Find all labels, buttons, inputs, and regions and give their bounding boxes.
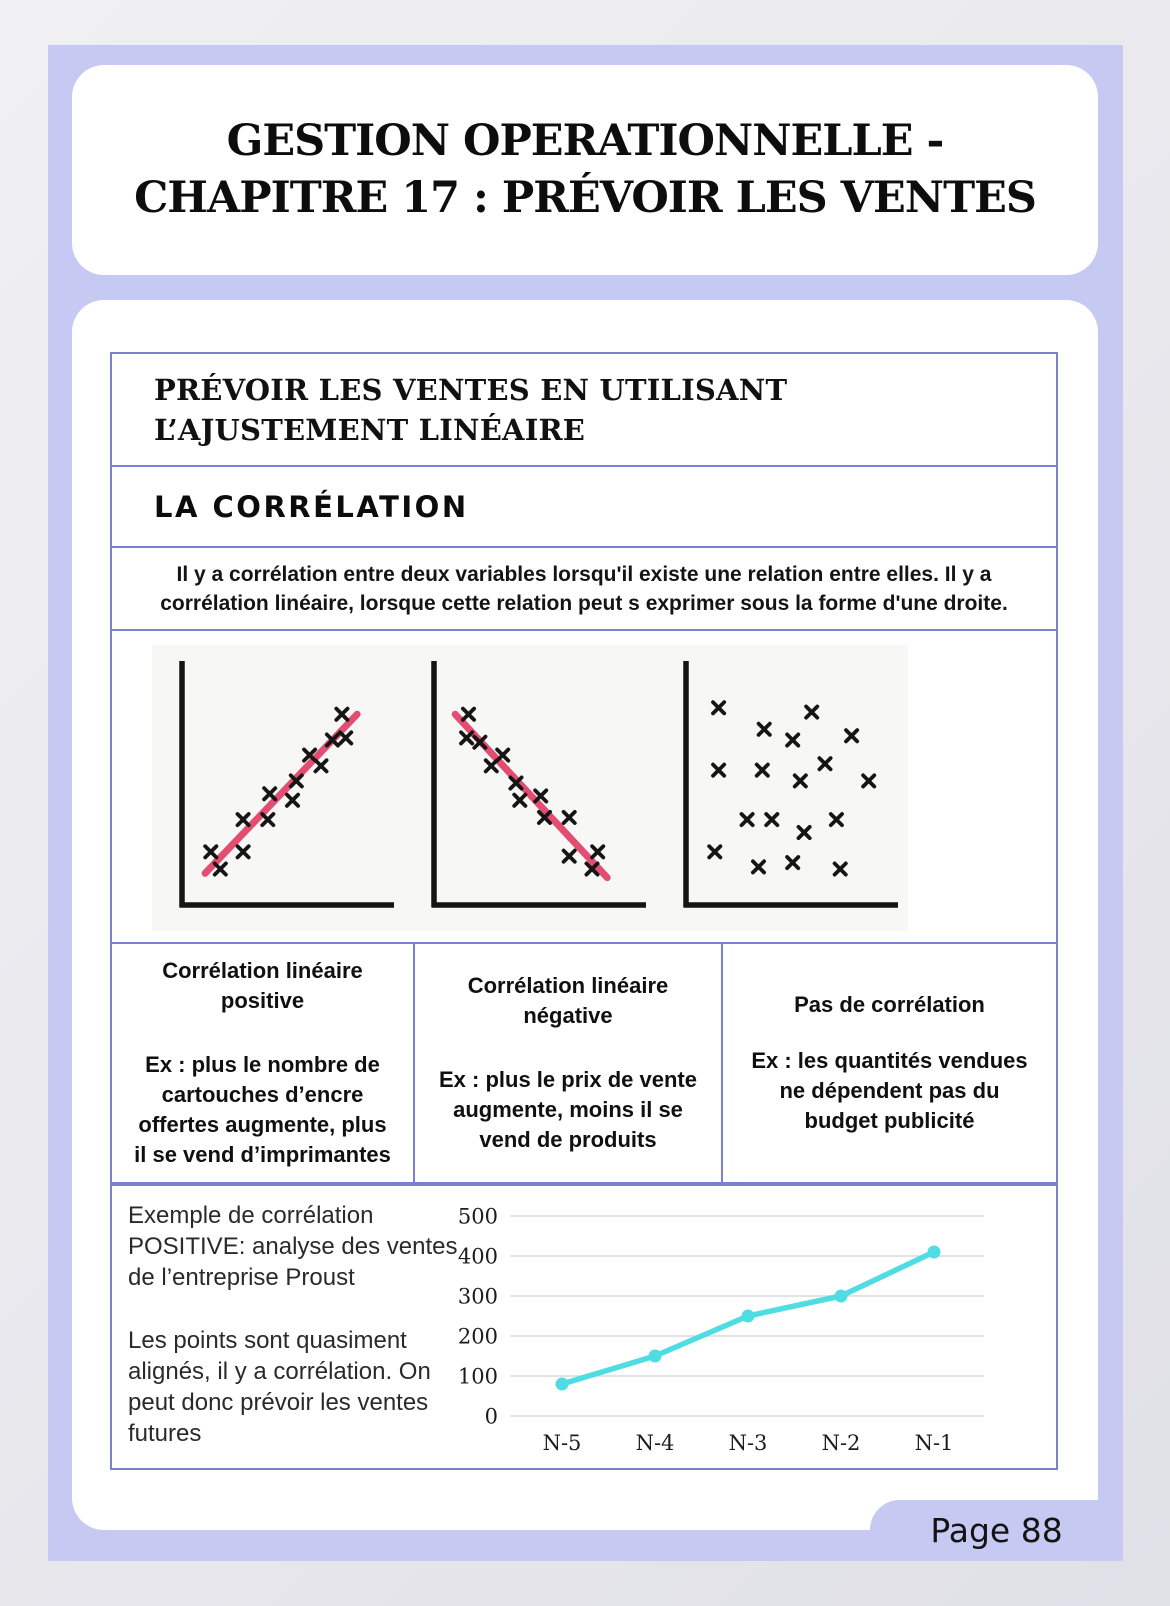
title-card bbox=[72, 65, 1098, 275]
svg-text:N-1: N-1 bbox=[914, 1431, 954, 1455]
column-negative-correlation bbox=[413, 942, 723, 1184]
column-example: Ex : les quantités vendues ne dépendent pas du budget publicité bbox=[751, 1048, 1028, 1133]
example-description bbox=[128, 1200, 464, 1449]
svg-text:N-3: N-3 bbox=[728, 1431, 768, 1455]
sales-line-chart bbox=[452, 1190, 1032, 1462]
example-text-2: Les points sont quasiment alignés, il y a corrélation. On peut donc prévoir les ventes futures bbox=[128, 1327, 431, 1447]
svg-text:100: 100 bbox=[457, 1364, 498, 1389]
page-title-line-2: CHAPITRE 17 : PRÉVOIR LES VENTES bbox=[134, 173, 1036, 223]
column-example: Ex : plus le prix de vente augmente, moins il se vend de produits bbox=[439, 1067, 697, 1152]
purple-panel bbox=[48, 45, 1123, 1561]
svg-text:N-5: N-5 bbox=[542, 1431, 582, 1455]
svg-text:300: 300 bbox=[457, 1284, 498, 1309]
section-heading: PRÉVOIR LES VENTES EN UTILISANT L’AJUSTEMENT LINÉAIRE bbox=[154, 372, 788, 447]
svg-text:N-2: N-2 bbox=[821, 1431, 861, 1455]
page-title bbox=[134, 113, 1036, 227]
subheading-box bbox=[110, 465, 1058, 548]
scatter-plot-negative bbox=[404, 645, 656, 931]
intro-text: Il y a corrélation entre deux variables lorsqu'il existe une relation entre elles. Il y a corrélation linéaire, lorsque cette relation peut s exprimer sous la forme d'une droite. bbox=[160, 562, 1008, 615]
page-number-tab bbox=[870, 1500, 1123, 1561]
page-number: Page 88 bbox=[930, 1511, 1063, 1550]
scatter-plots-image bbox=[152, 645, 908, 931]
content-card bbox=[72, 300, 1098, 1530]
intro-box bbox=[110, 546, 1058, 631]
example-text-1: Exemple de corrélation POSITIVE: analyse des ventes de l’entreprise Proust bbox=[128, 1202, 458, 1291]
subheading-la-correlation: LA CORRÉLATION bbox=[154, 489, 469, 524]
column-example: Ex : plus le nombre de cartouches d’encre offertes augmente, plus il se vend d’imprimantes bbox=[134, 1052, 391, 1167]
svg-text:400: 400 bbox=[457, 1244, 498, 1269]
scatter-plot-none bbox=[656, 645, 908, 931]
column-title: Corrélation linéaire positive bbox=[162, 958, 363, 1013]
svg-text:N-4: N-4 bbox=[635, 1431, 675, 1455]
correlation-columns-row bbox=[110, 942, 1058, 1184]
section-heading-box bbox=[110, 352, 1058, 467]
page-title-line-1: GESTION OPERATIONNELLE - bbox=[226, 116, 944, 166]
column-no-correlation bbox=[721, 942, 1058, 1184]
scatter-plot-positive bbox=[152, 645, 404, 931]
column-title: Pas de corrélation bbox=[794, 992, 985, 1017]
scatter-plots-box bbox=[110, 629, 1058, 944]
example-box bbox=[110, 1184, 1058, 1470]
svg-text:200: 200 bbox=[457, 1324, 498, 1349]
column-title: Corrélation linéaire négative bbox=[467, 973, 669, 1028]
svg-text:500: 500 bbox=[457, 1204, 498, 1229]
svg-text:0: 0 bbox=[484, 1404, 498, 1429]
column-positive-correlation bbox=[110, 942, 415, 1184]
content-boxes bbox=[110, 352, 1058, 1470]
